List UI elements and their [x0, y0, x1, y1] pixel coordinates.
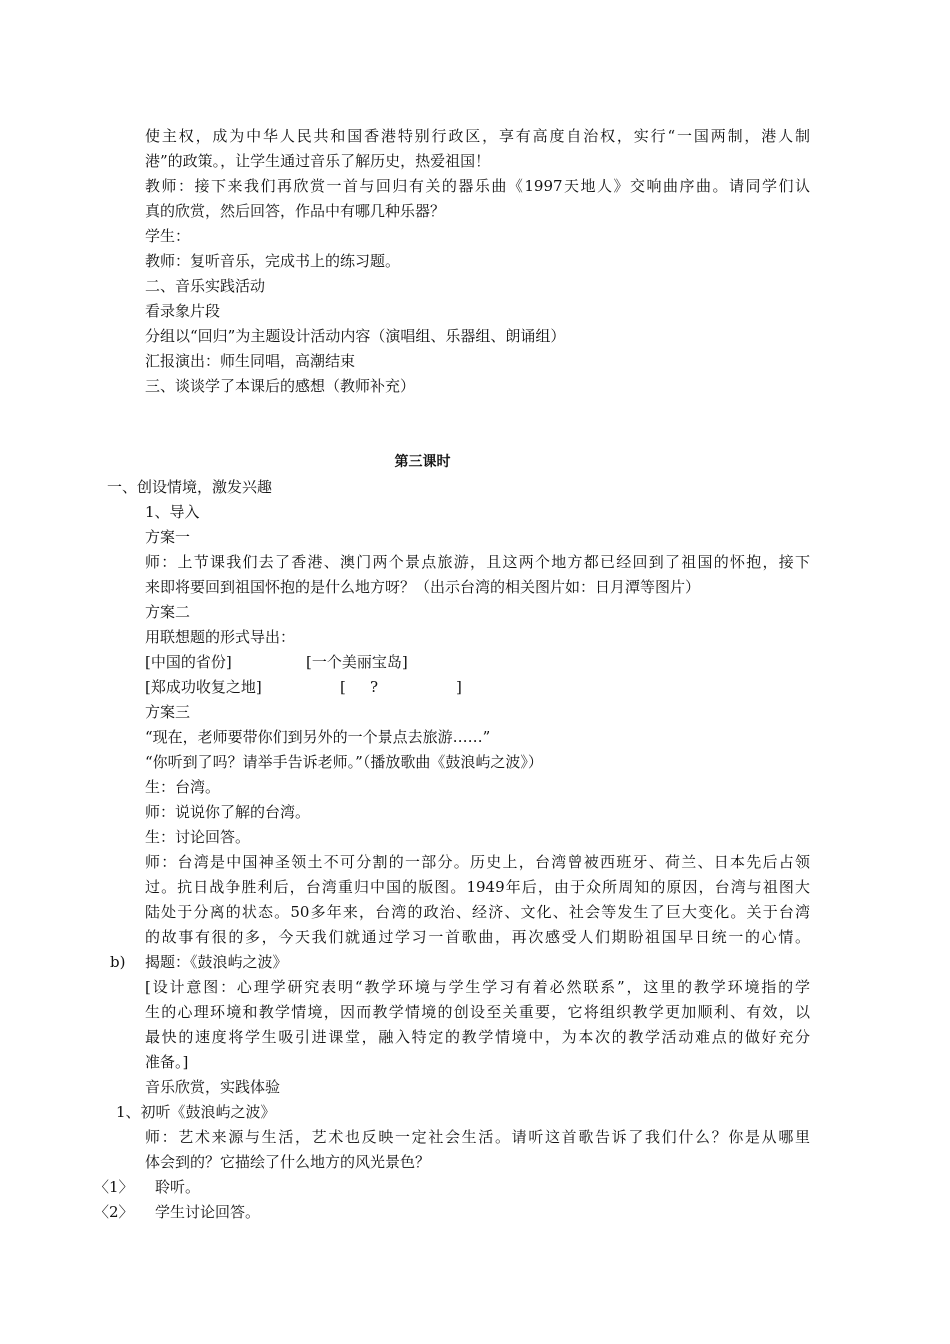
paragraph-line: 准备。] — [145, 1053, 189, 1071]
paragraph-line: 生的心理环境和教学情境，因而教学情境的创设至关重要，它将组织教学更加顺利、有效，以 — [145, 1003, 810, 1021]
section-heading-line: 三、谈谈学了本课后的感想（教师补充） — [145, 377, 416, 395]
paragraph-line: 方案一 — [145, 528, 191, 546]
question-mark: ? — [370, 678, 379, 696]
paragraph-line: 音乐欣赏，实践体验 — [145, 1078, 281, 1096]
paragraph-line: 体会到的？它描绘了什么地方的风光景色？ — [145, 1153, 431, 1171]
paragraph-line: 来即将要回到祖国怀抱的是什么地方呀？（出示台湾的相关图片如：日月潭等图片） — [145, 578, 701, 596]
paragraph-line: 师：台湾是中国神圣领土不可分割的一部分。历史上，台湾曾被西班牙、荷兰、日本先后占领 — [145, 853, 810, 871]
paragraph-line: 真的欣赏，然后回答，作品中有哪几种乐器？ — [145, 202, 446, 220]
paragraph-line: 陆处于分离的状态。50多年来，台湾的政治、经济、文化、社会等发生了巨大变化。关于台湾 — [145, 903, 810, 921]
list-marker: 〈2〉 — [94, 1203, 134, 1221]
paragraph-line: 生：台湾。 — [145, 778, 221, 796]
lesson-heading: 第三课时 — [394, 454, 451, 470]
paragraph-line: 教师：复听音乐，完成书上的练习题。 — [145, 252, 401, 270]
paragraph-line: 方案三 — [145, 703, 191, 721]
paragraph-line: 师：说说你了解的台湾。 — [145, 803, 311, 821]
paragraph-line: 教师：接下来我们再欣赏一首与回归有关的器乐曲《1997天地人》交响曲序曲。请同学们认 — [145, 177, 810, 195]
paragraph-line: 生：讨论回答。 — [145, 828, 251, 846]
paragraph-line: 看录象片段 — [145, 302, 221, 320]
paragraph-line: 汇报演出：师生同唱，高潮结束 — [145, 352, 356, 370]
paragraph-line: 用联想题的形式导出： — [145, 628, 296, 646]
bracket-open: [ — [340, 678, 346, 696]
list-marker: 〈1〉 — [94, 1178, 134, 1196]
paragraph-line: [设计意图：心理学研究表明“教学环境与学生学习有着必然联系”，这里的教学环境指的学 — [145, 978, 810, 996]
bracket-clue: [一个美丽宝岛] — [306, 653, 408, 671]
paragraph-line: 1、导入 — [145, 503, 200, 521]
paragraph-line: 的故事有很的多，今天我们就通过学习一首歌曲，再次感受人们期盼祖国早日统一的心情。 — [145, 928, 810, 946]
bracket-clue: [郑成功收复之地] — [145, 678, 262, 696]
list-marker: b) — [110, 953, 126, 971]
paragraph-line: 港”的政策。，让学生通过音乐了解历史，热爱祖国！ — [145, 152, 491, 170]
paragraph-line: 学生： — [145, 227, 191, 245]
paragraph-line: “现在，老师要带你们到另外的一个景点去旅游……” — [145, 728, 491, 746]
section-heading: 一、创设情境，激发兴趣 — [107, 478, 273, 496]
section-heading-line: 二、音乐实践活动 — [145, 277, 266, 295]
paragraph-line: “你听到了吗？请举手告诉老师。”（播放歌曲《鼓浪屿之波》） — [145, 753, 543, 771]
list-item-text: 聆听。 — [155, 1178, 201, 1196]
paragraph-line: 分组以“回归”为主题设计活动内容（演唱组、乐器组、朗诵组） — [145, 327, 566, 345]
bracket-close: ] — [456, 678, 462, 696]
paragraph-line: 方案二 — [145, 603, 191, 621]
bracket-clue: [中国的省份] — [145, 653, 232, 671]
list-item-text: 学生讨论回答。 — [155, 1203, 261, 1221]
paragraph-line: 师：上节课我们去了香港、澳门两个景点旅游，且这两个地方都已经回到了祖国的怀抱，接下 — [145, 553, 810, 571]
list-item-text: 揭题：《鼓浪屿之波》 — [145, 953, 288, 971]
paragraph-line: 师：艺术来源与生活，艺术也反映一定社会生活。请听这首歌告诉了我们什么？你是从哪里 — [145, 1128, 810, 1146]
paragraph-line: 使主权，成为中华人民共和国香港特别行政区，享有高度自治权，实行“一国两制，港人制 — [145, 127, 810, 145]
list-item-text: 1、初听《鼓浪屿之波》 — [116, 1103, 276, 1121]
paragraph-line: 最快的速度将学生吸引进课堂，融入特定的教学情境中，为本次的教学活动难点的做好充分 — [145, 1028, 810, 1046]
paragraph-line: 过。抗日战争胜利后，台湾重归中国的版图。1949年后，由于众所周知的原因，台湾与祖图大 — [145, 878, 810, 896]
